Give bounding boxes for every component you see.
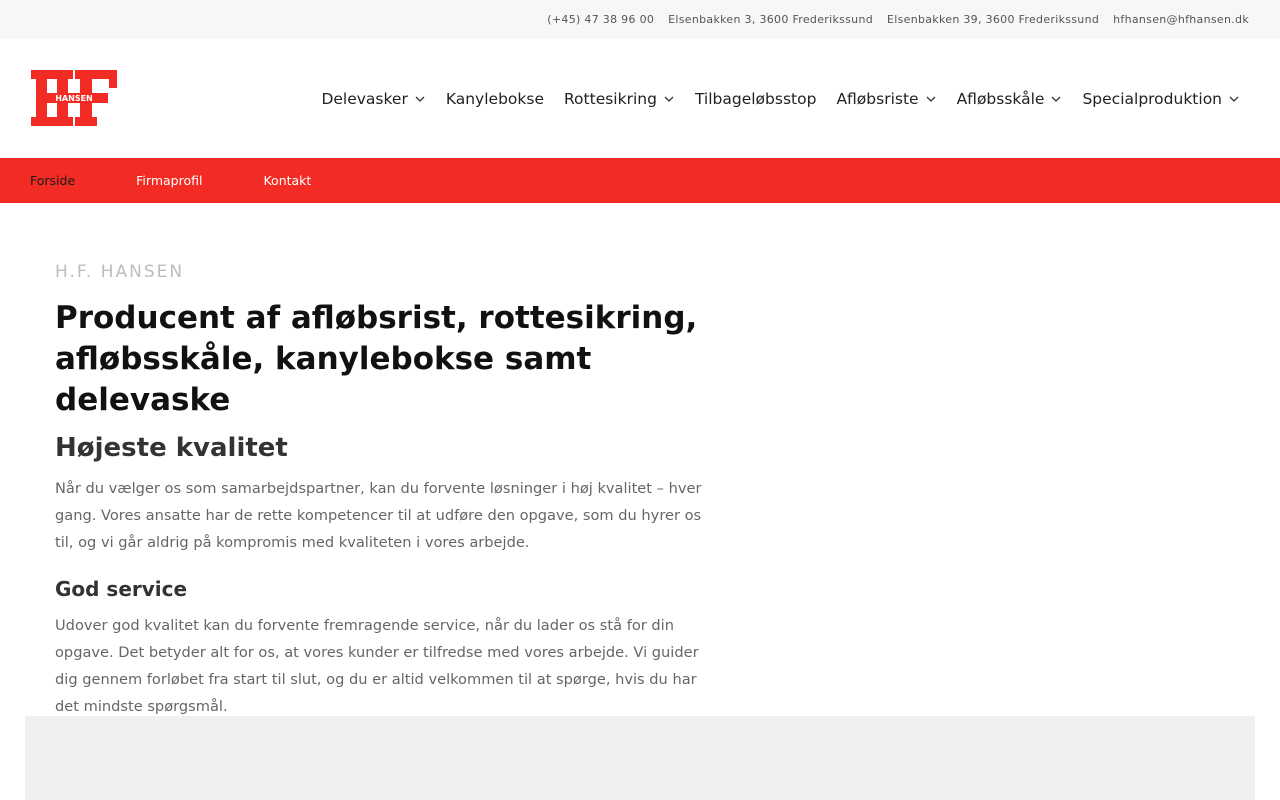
nav-label: Kanylebokse xyxy=(445,89,544,108)
chevron-down-icon xyxy=(925,93,937,105)
nav-item-afloebsriste[interactable] xyxy=(836,90,936,108)
subnav-item-kontakt[interactable]: Kontakt xyxy=(263,173,312,188)
subnav-item-forside[interactable]: Forside xyxy=(30,173,76,188)
address-link-2[interactable]: Elsenbakken 39, 3600 Frederikssund xyxy=(887,13,1100,26)
secondary-navigation xyxy=(0,158,1280,203)
nav-item-tilbageloebsstop[interactable] xyxy=(695,90,817,108)
nav-label: Specialproduktion xyxy=(1082,89,1222,108)
nav-label: Afløbsriste xyxy=(836,89,919,108)
nav-label: Rottesikring xyxy=(563,89,657,108)
section-title-service: God service xyxy=(55,577,188,601)
nav-label: Tilbageløbsstop xyxy=(694,89,817,108)
secondary-nav-links xyxy=(30,158,311,203)
address-link-1[interactable]: Elsenbakken 3, 3600 Frederikssund xyxy=(668,13,873,26)
email-link[interactable]: hfhansen@hfhansen.dk xyxy=(1113,13,1249,26)
chevron-down-icon xyxy=(1228,93,1240,105)
contact-links xyxy=(547,0,1249,39)
site-header xyxy=(0,39,1280,158)
chevron-down-icon xyxy=(1050,93,1062,105)
nav-item-specialproduktion[interactable] xyxy=(1082,90,1240,108)
section-text-service: Udover god kvalitet kan du forvente fremragende service, når du lader os stå for din opgave. Det betyder alt for os, at vores kunder er tilfredse med vores arbejde. Vi guider dig gennem forløbet fra start til slut, og du er altid velkommen til at spørge, hvis du har det mindste spørgsmål. xyxy=(55,617,699,715)
section-text-quality: Når du vælger os som samarbejdspartner, kan du forvente løsninger i høj kvalitet – hver gang. Vores ansatte har de rette kompetencer til at udføre den opgave, som du hyrer os til, og vi går aldrig på kompromis med kvaliteten i vores arbejde. xyxy=(55,480,702,551)
nav-label: Delevasker xyxy=(321,89,408,108)
chevron-down-icon xyxy=(663,93,675,105)
section-title-quality: Højeste kvalitet xyxy=(55,433,288,463)
nav-item-kanylebokse[interactable] xyxy=(446,90,544,108)
chevron-down-icon xyxy=(414,93,426,105)
nav-item-delevasker[interactable] xyxy=(321,90,425,108)
logo-text: HANSEN xyxy=(55,94,93,103)
nav-item-rottesikring[interactable] xyxy=(564,90,675,108)
nav-label: Afløbsskåle xyxy=(956,89,1045,108)
nav-item-afloebsskaale[interactable] xyxy=(957,90,1063,108)
main-content xyxy=(55,262,715,720)
phone-link[interactable]: (+45) 47 38 96 00 xyxy=(547,13,655,26)
hf-hansen-logo[interactable] xyxy=(31,70,117,126)
main-navigation xyxy=(321,39,1240,158)
company-eyebrow: H.F. HANSEN xyxy=(55,262,185,282)
page-title: Producent af afløbsrist, rottesikring, afløbsskåle, kanylebokse samt delevaske xyxy=(55,300,698,418)
top-contact-bar xyxy=(0,0,1280,39)
subnav-item-firmaprofil[interactable]: Firmaprofil xyxy=(136,173,203,188)
lower-section-panel xyxy=(25,716,1255,800)
